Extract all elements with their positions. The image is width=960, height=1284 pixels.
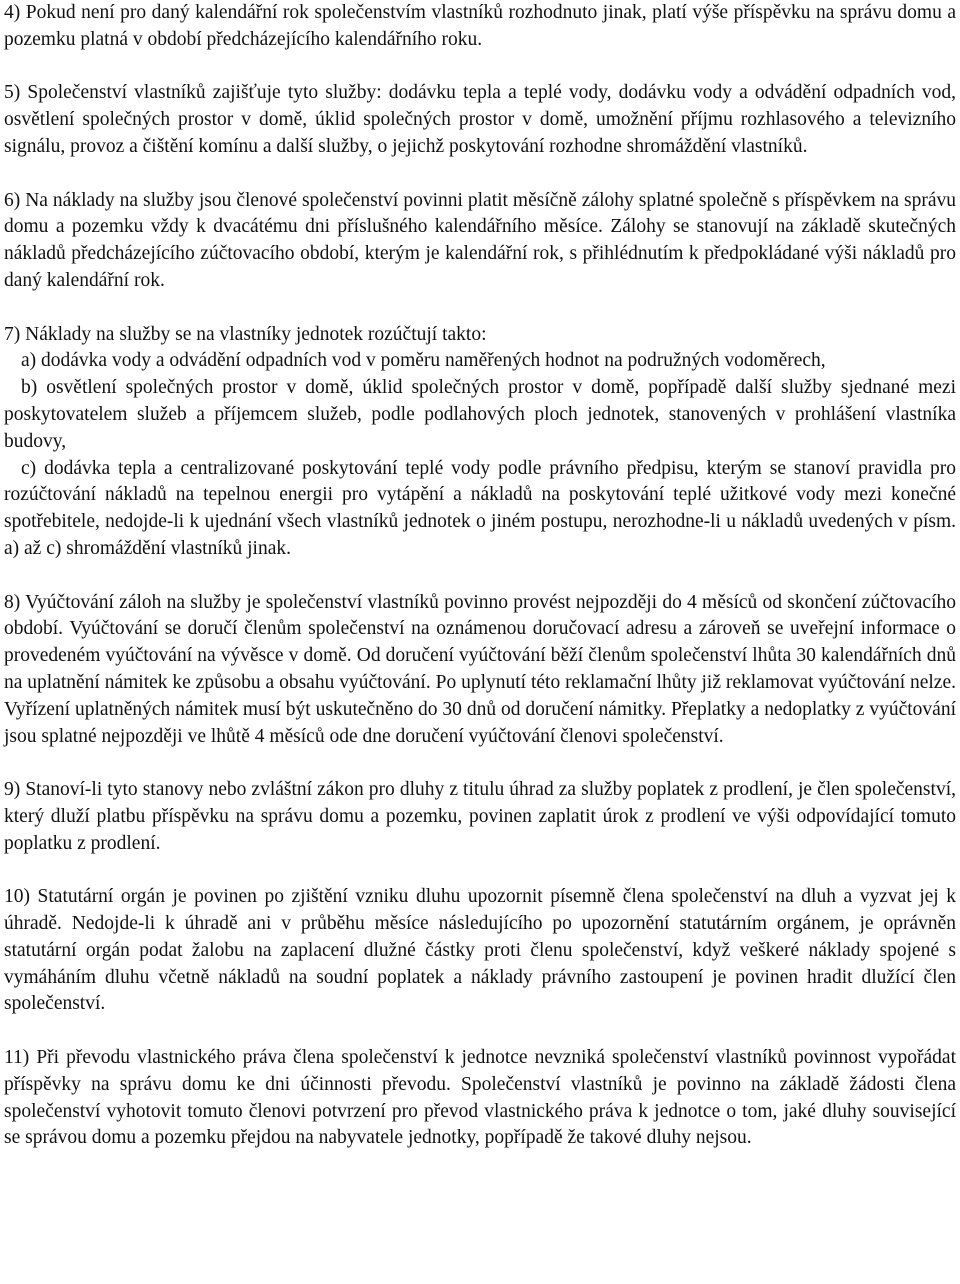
paragraph-7: [4, 322, 956, 563]
paragraph-7-intro: 7) Náklady na služby se na vlastníky jednotek rozúčtují takto:: [4, 323, 487, 345]
paragraph-4: 4) Pokud není pro daný kalendářní rok společenstvím vlastníků rozhodnuto jinak, platí výše příspěvku na správu domu a pozemku platná v období předcházejícího kalendářního roku.: [4, 2, 956, 50]
paragraph-10: 10) Statutární orgán je povinen po zjištění vzniku dluhu upozornit písemně člena společenství na dluh a vyzvat jej k úhradě. Nedojde-li k úhradě ani v průběhu měsíce následujícího po upozornění statutárním orgánem, je oprávněn statutární orgán podat žalobu na zaplacení dlužné částky proti členu společenství, když veškeré náklady spojené s vymáháním dluhu včetně nákladů na soudní poplatek a náklady právního zastoupení je povinen hradit dlužící člen společenství.: [4, 886, 956, 1015]
paragraph-7-item-b: b) osvětlení společných prostor v domě, úklid společných prostor v domě, popřípadě další služby sjednané mezi poskytovatelem služeb a příjemcem služeb, podle podlahových ploch jednotek, stanovených v prohlášení vlastníka budovy,: [4, 377, 956, 452]
paragraph-6: 6) Na náklady na služby jsou členové společenství povinni platit měsíčně zálohy splatné společně s příspěvkem na správu domu a pozemku vždy k dvacátému dni příslušného kalendářního měsíce. Zálohy se stanovují na základě skutečných nákladů předcházejícího zúčtovacího období, kterým je kalendářní rok, s přihlédnutím k předpokládané výši nákladů pro daný kalendářní rok.: [4, 189, 956, 291]
paragraph-9: 9) Stanoví-li tyto stanovy nebo zvláštní zákon pro dluhy z titulu úhrad za služby poplatek z prodlení, je člen společenství, který dluží platbu příspěvku na správu domu a pozemku, povinen zaplatit úrok z prodlení ve výši odpovídající tomuto poplatku z prodlení.: [4, 779, 956, 854]
paragraph-7-item-a: a) dodávka vody a odvádění odpadních vod v poměru naměřených hodnot na podružných vodoměrech,: [21, 350, 826, 372]
paragraph-5: 5) Společenství vlastníků zajišťuje tyto služby: dodávku tepla a teplé vody, dodávku vody a odvádění odpadních vod, osvětlení společných prostor v domě, úklid společných prostor v domě, umožnění příjmu rozhlasového a televizního signálu, provoz a čištění komínu a další služby, o jejichž poskytování rozhodne shromáždění vlastníků.: [4, 82, 956, 157]
paragraph-7-item-c: c) dodávka tepla a centralizované poskytování teplé vody podle právního předpisu, kterým se stanoví pravidla pro rozúčtování nákladů na tepelnou energii pro vytápění a nákladů na poskytování teplé užitkové vody mezi konečné spotřebitele, nedojde-li k ujednání všech vlastníků jednotek o jiném postupu, nerozhodne-li u nákladů uvedených v písm. a) až c) shromáždění vlastníků jinak.: [4, 457, 956, 559]
document-body: [4, 0, 956, 1152]
paragraph-8: 8) Vyúčtování záloh na služby je společenství vlastníků povinno provést nejpozději do 4 měsíců od skončení zúčtovacího období. Vyúčtování se doručí členům společenství na oznámenou doručovací adresu a zároveň se uveřejní informace o provedeném vyúčtování na vývěsce v domě. Od doručení vyúčtování běží členům společenství lhůta 30 kalendářních dnů na uplatnění námitek ke způsobu a obsahu vyúčtování. Po uplynutí této reklamační lhůty již reklamovat vyúčtování nelze. Vyřízení uplatněných námitek musí být uskutečněno do 30 dnů od doručení námitky. Přeplatky a nedoplatky z vyúčtování jsou splatné nejpozději ve lhůtě 4 měsíců ode dne doručení vyúčtování členovi společenství.: [4, 591, 956, 747]
paragraph-11: 11) Při převodu vlastnického práva člena společenství k jednotce nevzniká společenství vlastníků povinnost vypořádat příspěvky na správu domu ke dni účinnosti převodu. Společenství vlastníků je povinno na základě žádosti člena společenství vyhotovit tomuto členovi potvrzení pro převod vlastnického práva k jednotce o tom, jaké dluhy související se správou domu a pozemku přejdou na nabyvatele jednotky, popřípadě že takové dluhy nejsou.: [4, 1047, 956, 1149]
